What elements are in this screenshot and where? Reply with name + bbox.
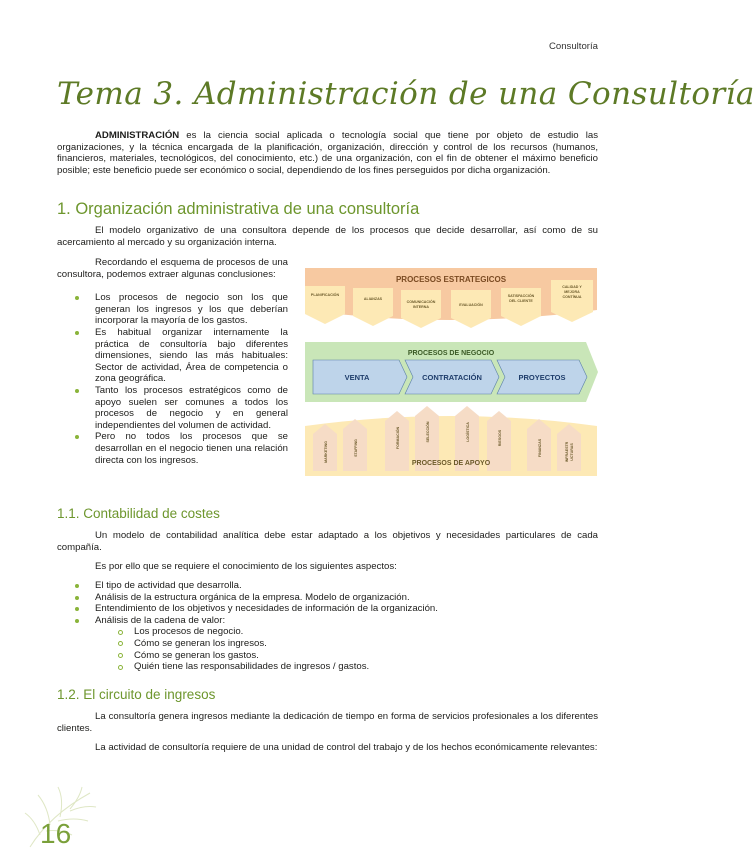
section-1-1-heading: 1.1. Contabilidad de costes bbox=[57, 506, 220, 521]
section-1-heading: 1. Organización administrativa de una consultoría bbox=[57, 200, 420, 218]
business-label: CONTRATACIÓN bbox=[422, 373, 482, 382]
strategic-label: COMUNICACIÓN bbox=[406, 300, 436, 304]
section-1-2-heading: 1.2. El circuito de ingresos bbox=[57, 687, 216, 702]
support-label: MARKETING bbox=[324, 441, 328, 463]
section-1-bullet-list bbox=[57, 292, 288, 466]
section-1-1-paragraph-1: Un modelo de contabilidad analítica debe estar adaptado a los objetivos y necesidades particulares de cada compañía. bbox=[57, 530, 598, 553]
intro-term: ADMINISTRACIÓN bbox=[95, 130, 180, 141]
strategic-label: EVALUACIÓN bbox=[459, 303, 483, 307]
section-1-2-paragraph-2: La actividad de consultoría requiere de una unidad de control del trabajo y de los hechos económicamente relevantes: bbox=[95, 742, 598, 753]
list-item: Pero no todos los procesos que se desarrollan en el negocio tienen una relación directa con los ingresos. bbox=[57, 431, 288, 466]
support-column bbox=[557, 424, 581, 471]
list-item: Es habitual organizar internamente la práctica de consultoría bajo diferentes dimensiones, siendo las más habituales: Sector de actividad, Área de competencia o zona geográfica. bbox=[57, 327, 288, 385]
strategic-box-evaluacion bbox=[451, 290, 491, 328]
list-item: El tipo de actividad que desarrolla. bbox=[57, 580, 598, 592]
section-1-1-list bbox=[57, 580, 598, 673]
list-item: Análisis de la estructura orgánica de la empresa. Modelo de organización. bbox=[57, 592, 598, 604]
section-1-1-paragraph-2: Es por ello que se requiere el conocimiento de los siguientes aspectos: bbox=[95, 561, 397, 572]
support-label: SELECCIÓN bbox=[426, 421, 430, 443]
support-label: FINANZAS bbox=[538, 438, 542, 458]
chapter-title: Tema 3. Administración de una Consultoría bbox=[57, 76, 755, 112]
section-1-left-column bbox=[57, 257, 288, 466]
list-item: Quién tiene las responsabilidades de ingresos / gastos. bbox=[57, 661, 598, 673]
list-item: Entendimiento de los objetivos y necesidades de información de la organización. bbox=[57, 603, 598, 615]
intro-text: es la ciencia social aplicada o tecnología social que tiene por objeto de estudio las organizaciones, y la técnica encargada de la planificación, organización, dirección y control de los recursos (humanos, financieros, materiales, tecnológicos, del conocimiento, etc.) de una organización, con el fin de obtener el máximo beneficio posible; este beneficio puede ser económico o social, dependiendo de los fines perseguidos por dicha organización. bbox=[57, 130, 598, 176]
strategic-label: CALIDAD Y bbox=[562, 285, 582, 289]
value-chain-sublist bbox=[57, 626, 598, 672]
strategic-box-alianzas bbox=[353, 288, 393, 326]
strategic-label: MEJORA bbox=[564, 290, 580, 294]
strategic-box-comunicacion bbox=[401, 290, 441, 328]
list-item: Los procesos de negocio son los que generan los ingresos y los que deberían incorporar la mayoría de los gastos. bbox=[57, 292, 288, 327]
list-item: Análisis de la cadena de valor: bbox=[57, 615, 598, 627]
process-map-diagram bbox=[301, 266, 601, 481]
support-label: RIESGOS bbox=[498, 429, 502, 447]
list-item: Tanto los procesos estratégicos como de apoyo suelen ser comunes a todos los procesos de negocio y en general independientes del volumen de actividad. bbox=[57, 385, 288, 431]
support-label: UCTURAS bbox=[570, 443, 574, 461]
list-item: Cómo se generan los ingresos. bbox=[57, 638, 598, 650]
strategic-label: DEL CLIENTE bbox=[509, 299, 533, 303]
section-1-paragraph-2: Recordando el esquema de procesos de una consultora, podemos extraer algunas conclusiones: bbox=[57, 257, 288, 280]
strategic-label: SATISFACCIÓN bbox=[507, 294, 535, 298]
strategic-title: PROCESOS ESTRATEGICOS bbox=[395, 275, 507, 284]
business-label: PROYECTOS bbox=[518, 373, 566, 382]
list-item: Cómo se generan los gastos. bbox=[57, 650, 598, 662]
list-item: Los procesos de negocio. bbox=[57, 626, 598, 638]
strategic-label: CONTÍNUA bbox=[562, 295, 582, 299]
support-label: LOGÍSTICA bbox=[466, 422, 470, 442]
support-label: INFRAESTR bbox=[565, 441, 569, 463]
support-title: PROCESOS DE APOYO bbox=[411, 460, 491, 467]
strategic-box-planificacion bbox=[305, 286, 345, 324]
support-label: STAFFING bbox=[354, 439, 358, 457]
business-label: VENTA bbox=[344, 373, 370, 382]
strategic-label: ALIANZAS bbox=[363, 297, 383, 301]
running-header: Consultoría bbox=[548, 41, 598, 52]
intro-paragraph bbox=[57, 130, 598, 176]
section-1-paragraph-1: El modelo organizativo de una consultora depende de los procesos que decide desarrollar, así como de su acercamiento al mercado y su organización interna. bbox=[57, 225, 598, 248]
section-1-1-bullet-list bbox=[57, 580, 598, 626]
support-label: FORMACIÓN bbox=[396, 426, 400, 450]
section-1-2-paragraph-1: La consultoría genera ingresos mediante la dedicación de tiempo en forma de servicios profesionales a los diferentes clientes. bbox=[57, 711, 598, 734]
business-title: PROCESOS DE NEGOCIO bbox=[407, 350, 495, 357]
page-number: 16 bbox=[40, 818, 72, 849]
strategic-label: PLANIFICACIÓN bbox=[310, 293, 340, 297]
strategic-label: INTERNA bbox=[413, 305, 429, 309]
